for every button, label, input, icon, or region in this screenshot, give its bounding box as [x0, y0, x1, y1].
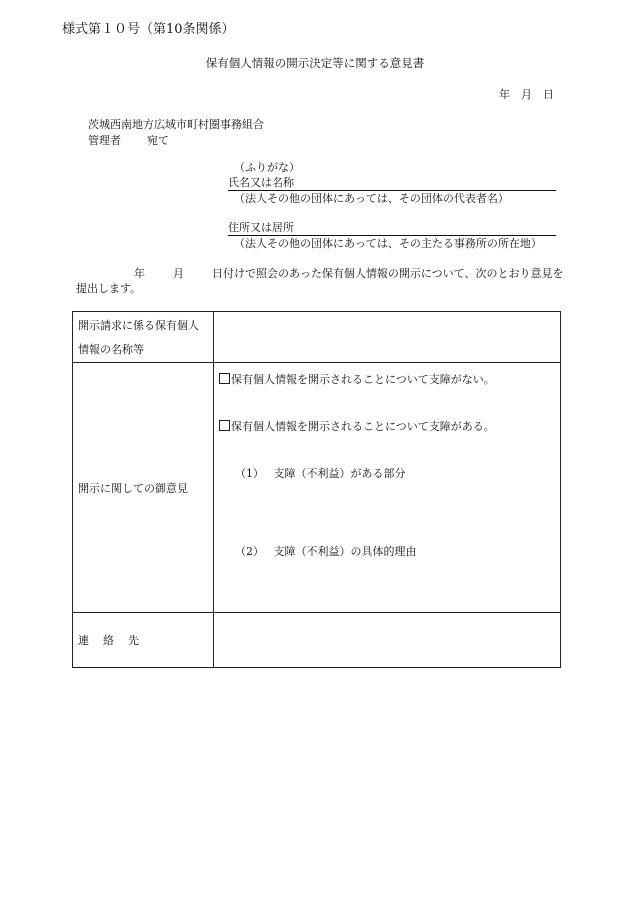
contact-label-char1: 連	[78, 634, 89, 647]
applicant-block	[228, 160, 556, 251]
sub2-number: （2）	[235, 545, 264, 558]
opinion-label: 開示に関しての御意見	[73, 363, 214, 613]
name-field[interactable]	[228, 175, 556, 191]
contact-label-char2: 絡	[103, 634, 114, 647]
address-label: 住所又は居所	[228, 221, 294, 234]
form-number: 様式第１０号（第10条関係）	[62, 22, 235, 37]
sub1-text: 支障（不利益）がある部分	[273, 467, 406, 480]
contact-label	[73, 613, 214, 668]
sub2-text: 支障（不利益）の具体的理由	[273, 545, 417, 558]
statement-year: 年	[134, 267, 145, 280]
info-name-cell[interactable]	[214, 312, 561, 363]
addressee-recipient	[88, 133, 264, 149]
option-no-objection-label: 保有個人情報を開示されることについて支障がない。	[231, 373, 495, 386]
table-row	[73, 363, 561, 613]
option-no-objection[interactable]	[219, 371, 555, 387]
option-objection-label: 保有個人情報を開示されることについて支障がある。	[231, 420, 495, 433]
name-note: （法人その他の団体にあっては、その団体の代表者名）	[234, 192, 509, 205]
info-name-label-line1: 開示請求に係る保有個人	[78, 319, 199, 332]
addressee-honorific: 宛て	[147, 134, 169, 147]
table-row	[73, 613, 561, 668]
checkbox-no-objection[interactable]	[219, 373, 230, 384]
statement-month: 月	[173, 267, 184, 280]
address-field[interactable]	[228, 220, 556, 236]
opinion-cell	[214, 363, 561, 613]
checkbox-objection[interactable]	[219, 420, 230, 431]
option-objection[interactable]	[219, 418, 555, 434]
info-name-label	[73, 312, 214, 363]
date-line: 年 月 日	[499, 88, 554, 101]
furigana-label: （ふりがな）	[234, 161, 300, 174]
opinion-table	[72, 311, 561, 668]
objection-reason-item	[219, 543, 555, 559]
statement-text	[76, 266, 568, 296]
contact-label-char3: 先	[128, 634, 139, 647]
statement-body: 日付けで照会のあった保有個人情報の開示について、次のとおり意見を提出します。	[76, 267, 564, 295]
document-title: 保有個人情報の開示決定等に関する意見書	[205, 56, 425, 70]
objection-part-item	[219, 465, 555, 481]
contact-cell[interactable]	[214, 613, 561, 668]
address-note: （法人その他の団体にあっては、その主たる事務所の所在地）	[234, 237, 542, 250]
addressee-block	[88, 117, 264, 149]
table-row	[73, 312, 561, 363]
info-name-label-line2: 情報の名称等	[78, 343, 144, 356]
addressee-organization: 茨城西南地方広域市町村圏事務組合	[88, 118, 264, 131]
name-label: 氏名又は名称	[228, 176, 294, 189]
addressee-title: 管理者	[88, 134, 121, 147]
sub1-number: （1）	[235, 467, 264, 480]
